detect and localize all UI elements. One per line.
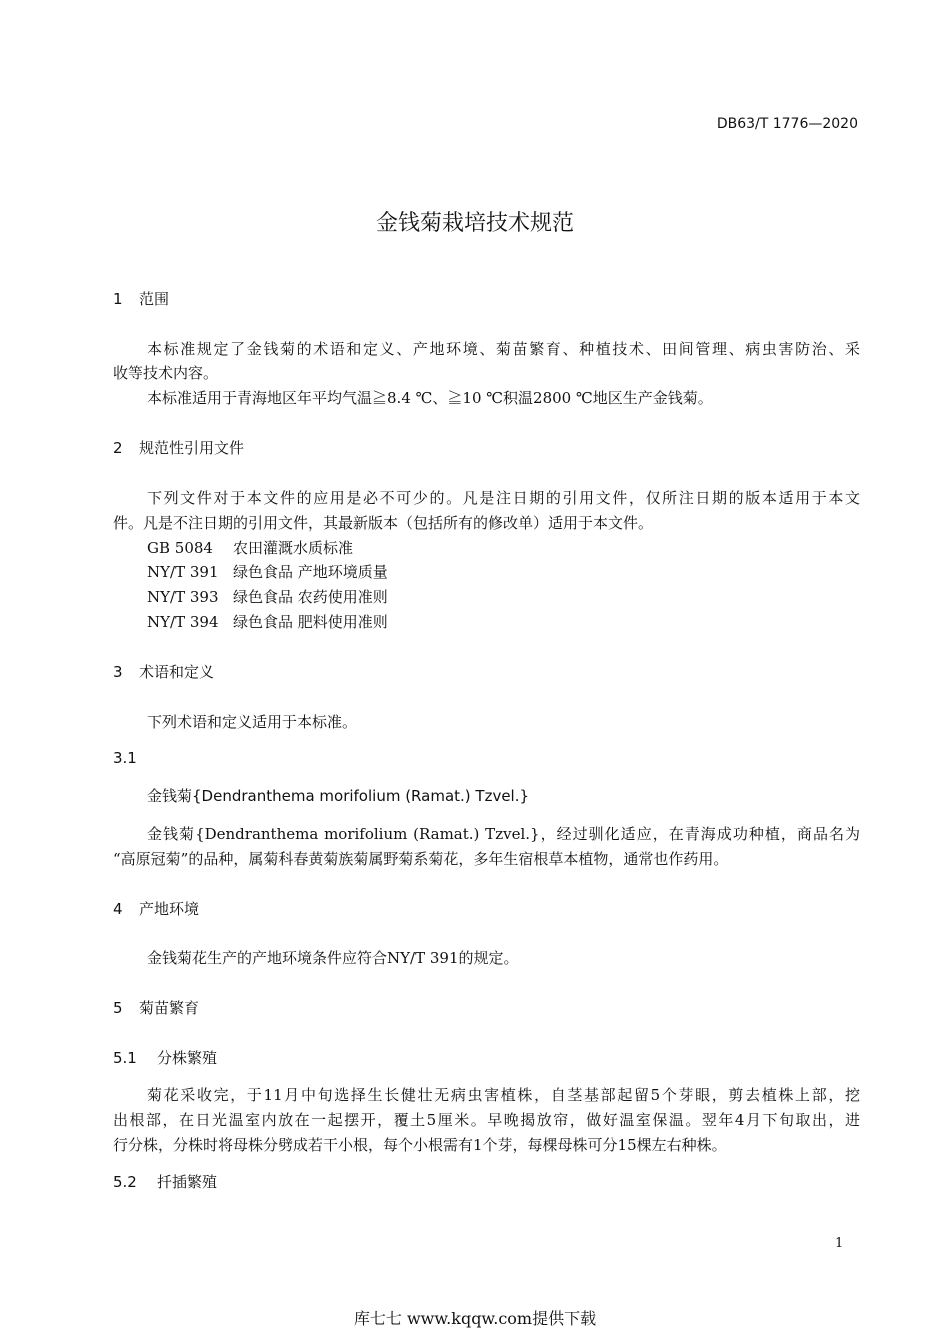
subsection-5-2-heading bbox=[113, 1171, 217, 1192]
reference-code: NY/T 391 bbox=[147, 563, 219, 581]
paragraph-line: 件。凡是不注日期的引用文件，其最新版本（包括所有的修改单）适用于本文件。 bbox=[113, 514, 654, 532]
section-1-heading bbox=[113, 288, 169, 309]
section-title: 菊苗繁育 bbox=[139, 999, 200, 1017]
section-number: 5 bbox=[113, 999, 123, 1017]
definition-line: 金钱菊{Dendranthema morifolium (Ramat.) Tzvel.}，经过驯化适应，在青海成功种植，商品名为 bbox=[147, 825, 860, 843]
reference-code: NY/T 393 bbox=[147, 588, 219, 606]
subsection-3-1-number: 3.1 bbox=[113, 749, 137, 767]
section-number: 2 bbox=[113, 439, 123, 457]
definition-line: “高原冠菊”的品种，属菊科春黄菊族菊属野菊系菊花，多年生宿根草本植物，通常也作药用。 bbox=[113, 850, 729, 868]
section-2-heading bbox=[113, 437, 244, 458]
paragraph-line: 行分株，分株时将母株分劈成若干小根，每个小根需有1个芽，每棵母株可分15棵左右种株。 bbox=[113, 1136, 727, 1154]
section-4-heading bbox=[113, 898, 199, 919]
reference-item bbox=[147, 586, 388, 607]
download-footer: 库七七 www.kqqw.com提供下载 bbox=[353, 1309, 597, 1328]
reference-item bbox=[147, 561, 388, 582]
term-entry: 金钱菊{Dendranthema morifolium (Ramat.) Tzvel.} bbox=[147, 787, 530, 805]
section-title: 范围 bbox=[139, 290, 170, 308]
section-title: 术语和定义 bbox=[139, 663, 215, 681]
subsection-title: 扦插繁殖 bbox=[157, 1173, 218, 1191]
section-title: 产地环境 bbox=[139, 900, 200, 918]
reference-name: 农田灌溉水质标准 bbox=[233, 539, 354, 557]
section-3-heading bbox=[113, 661, 214, 682]
section-number: 4 bbox=[113, 900, 123, 918]
reference-name: 绿色食品 农药使用准则 bbox=[233, 588, 388, 606]
paragraph-line: 本标准规定了金钱菊的术语和定义、产地环境、菊苗繁育、种植技术、田间管理、病虫害防治、采 bbox=[147, 340, 860, 358]
reference-item bbox=[147, 537, 353, 558]
paragraph-line: 菊花采收完，于11月中旬选择生长健壮无病虫害植株，自茎基部起留5个芽眼，剪去植株上部，挖 bbox=[147, 1086, 860, 1104]
paragraph-line: 出根部，在日光温室内放在一起摆开，覆土5厘米。早晚揭放帘，做好温室保温。翌年4月下旬取出，进 bbox=[113, 1111, 860, 1129]
paragraph-line: 收等技术内容。 bbox=[113, 364, 219, 382]
subsection-title: 分株繁殖 bbox=[157, 1049, 218, 1067]
subsection-5-1-heading bbox=[113, 1047, 217, 1068]
section-number: 1 bbox=[113, 290, 123, 308]
paragraph: 下列术语和定义适用于本标准。 bbox=[147, 713, 358, 731]
section-5-heading bbox=[113, 997, 199, 1018]
reference-name: 绿色食品 产地环境质量 bbox=[233, 563, 388, 581]
document-number: DB63/T 1776—2020 bbox=[716, 116, 858, 132]
page-number: 1 bbox=[835, 1236, 844, 1251]
reference-item bbox=[147, 611, 388, 632]
document-title: 金钱菊栽培技术规范 bbox=[375, 211, 574, 236]
reference-code: NY/T 394 bbox=[147, 613, 219, 631]
section-title: 规范性引用文件 bbox=[139, 439, 245, 457]
paragraph: 金钱菊花生产的产地环境条件应符合NY/T 391的规定。 bbox=[147, 949, 519, 967]
subsection-number: 5.1 bbox=[113, 1049, 137, 1067]
reference-code: GB 5084 bbox=[147, 539, 213, 557]
subsection-number: 5.2 bbox=[113, 1173, 137, 1191]
section-number: 3 bbox=[113, 663, 123, 681]
paragraph-line: 下列文件对于本文件的应用是必不可少的。凡是注日期的引用文件，仅所注日期的版本适用于本文 bbox=[147, 489, 860, 507]
paragraph: 本标准适用于青海地区年平均气温≧8.4 ℃、≧10 ℃积温2800 ℃地区生产金钱菊。 bbox=[147, 389, 713, 407]
reference-name: 绿色食品 肥料使用准则 bbox=[233, 613, 388, 631]
